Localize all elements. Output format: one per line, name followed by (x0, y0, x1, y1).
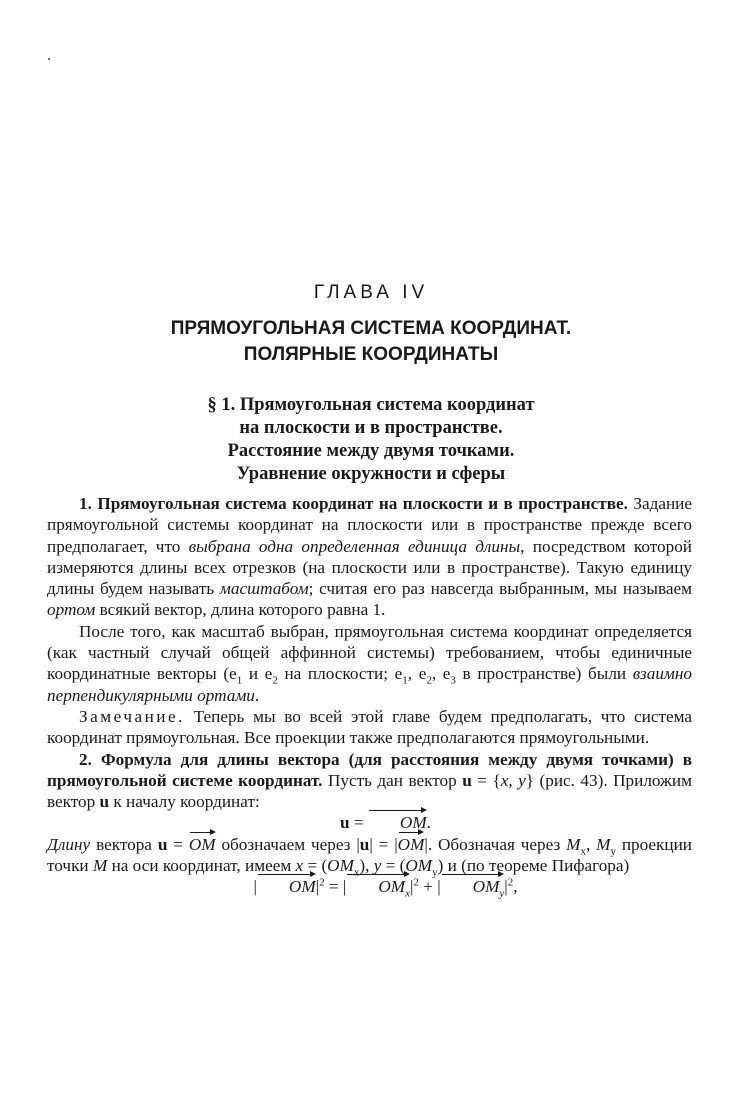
formula-punctuation: . (426, 813, 431, 833)
vector-u: u (99, 792, 110, 812)
text-run: Пусть дан вектор (322, 770, 463, 790)
var-om: OM (327, 856, 354, 876)
text-run: = ( (381, 856, 406, 876)
text-run: и e (242, 664, 273, 684)
emphasis: масштабом (219, 579, 309, 599)
text-run: = { (471, 770, 501, 790)
text-run: вектора (90, 834, 158, 854)
text-run: всякий вектор, длина которого равна 1. (95, 600, 386, 620)
text-run: ; считая его раз навсегда выбранным, мы называем (308, 579, 693, 599)
formula-bar: | (253, 877, 257, 897)
text-run: на плоскости; e (277, 664, 403, 684)
text-run: , (508, 770, 519, 790)
subscript: x (353, 866, 360, 879)
paragraph-length-notation (47, 834, 692, 877)
emphasis: ортом (47, 600, 96, 620)
vector-body: OM (472, 877, 500, 897)
subscript: x (580, 845, 586, 858)
paragraph-remark (47, 706, 692, 749)
var-x: x (500, 770, 509, 790)
section-title-line: § 1. Прямоугольная система координат (207, 395, 535, 415)
text-run: . (254, 685, 260, 705)
formula-operator: + (418, 877, 438, 897)
formula-operator: = (324, 877, 343, 897)
text-run: , посредством которой измеряются длины всех отрезков (на плоскости или в пространстве). Такую единицу длины будем называть (47, 536, 692, 599)
scan-speck (48, 58, 50, 60)
subscript: y (610, 845, 616, 858)
section-title-line: Уравнение окружности и сферы (236, 464, 506, 484)
superscript: 2 (413, 876, 419, 889)
text-run: Теперь мы во всей этой главе будем предполагать, что система координат прямоугольная. Все проекции также предполагаются прямоугольными. (47, 706, 692, 748)
subscript: 2 (426, 674, 432, 687)
text-run: обозначаем через | (215, 834, 360, 854)
var-x: x (295, 856, 304, 876)
text-run: , e (431, 664, 451, 684)
vector-body: OM (378, 877, 406, 897)
var-m: M (596, 834, 611, 854)
emphasis: выбрана одна определенная единица длины (188, 536, 521, 556)
chapter-title (0, 316, 742, 368)
formula-bar: | (437, 877, 441, 897)
vector-om-y (441, 876, 508, 900)
paragraph-coordinate-system (47, 493, 692, 621)
text-run: ) и (по теореме Пифагора) (437, 856, 630, 876)
vector-u: u (340, 813, 350, 833)
vector-om: OM (188, 834, 216, 854)
paragraph-length-formula (47, 749, 692, 813)
vector-u: u (157, 834, 168, 854)
vector-u: u (359, 834, 370, 854)
subscript: 3 (450, 674, 456, 687)
text-run: } (рис. 43). Приложим вектор (47, 770, 693, 812)
chapter-title-line: ПРЯМОУГОЛЬНАЯ СИСТЕМА КООРДИНАТ. (170, 318, 572, 339)
section-title (0, 394, 742, 486)
emphasis: Длину (47, 834, 91, 854)
text-run: |. Обозначая через (424, 834, 567, 854)
text-run: ), (359, 856, 374, 876)
text-run: на оси координат, имеем (107, 856, 296, 876)
text-run: в пространстве) были (455, 664, 633, 684)
var-m: M (566, 834, 581, 854)
formula-operator: = (349, 813, 368, 833)
text-run: После того, как масштаб выбран, прямоугольная система координат определяется (как частный случай общей аффинной системы) требованием, чтобы единичные координатные векторы (e (47, 621, 692, 684)
subscript: x (405, 887, 410, 900)
subscript: 1 (236, 674, 243, 687)
chapter-title-line: ПОЛЯРНЫЕ КООРДИНАТЫ (243, 344, 499, 365)
text-run: | = | (369, 834, 398, 854)
vector-om: OM (368, 812, 427, 833)
chapter-label: ГЛАВА IV (313, 282, 429, 303)
body-text (47, 493, 692, 898)
formula-bar: | (409, 877, 414, 897)
var-om: OM (405, 856, 433, 876)
superscript: 2 (507, 876, 514, 889)
section-title-line: Расстояние между двумя точками. (227, 441, 515, 461)
text-run: к началу координат: (109, 792, 260, 812)
formula-u-equals-om (47, 812, 692, 833)
subscript: 1 (402, 674, 408, 687)
var-y: y (373, 856, 382, 876)
run-in-heading: 1. Прямоугольная система координат на плоскости и в пространстве. (79, 494, 628, 513)
vector-om: OM (257, 876, 316, 897)
vector-om: OM (397, 834, 425, 854)
vector-om-x (346, 876, 410, 900)
subscript: y (499, 887, 505, 900)
var-y: y (518, 770, 526, 790)
var-m: M (92, 856, 108, 876)
formula-bar: | (342, 877, 347, 897)
text-run: , (585, 834, 597, 854)
subscript: 2 (272, 674, 278, 687)
superscript: 2 (319, 876, 325, 889)
text-run: , e (407, 664, 427, 684)
subscript: y (432, 866, 438, 879)
run-in-heading: 2. Формула для длины вектора (для расстояния между двумя точками) в прямоугольной системе координат. (47, 749, 692, 790)
formula-punctuation: , (513, 877, 518, 897)
text-run: = ( (303, 856, 328, 876)
vector-u: u (462, 770, 472, 790)
section-title-line: на плоскости и в пространстве. (239, 418, 503, 438)
paragraph-unit-vectors (47, 621, 692, 706)
formula-bar: | (315, 877, 320, 897)
remark-label: Замечание. (79, 706, 185, 726)
text-run: Задание прямоугольной системы координат на плоскости или в пространстве прежде всего предполагает, что (47, 494, 693, 556)
text-run: = (167, 834, 189, 854)
emphasis: взаимно перпендикулярными ортами (47, 664, 692, 705)
formula-bar: | (504, 877, 508, 897)
text-run: проекции точки (47, 834, 692, 876)
formula-pythagoras (47, 876, 692, 900)
